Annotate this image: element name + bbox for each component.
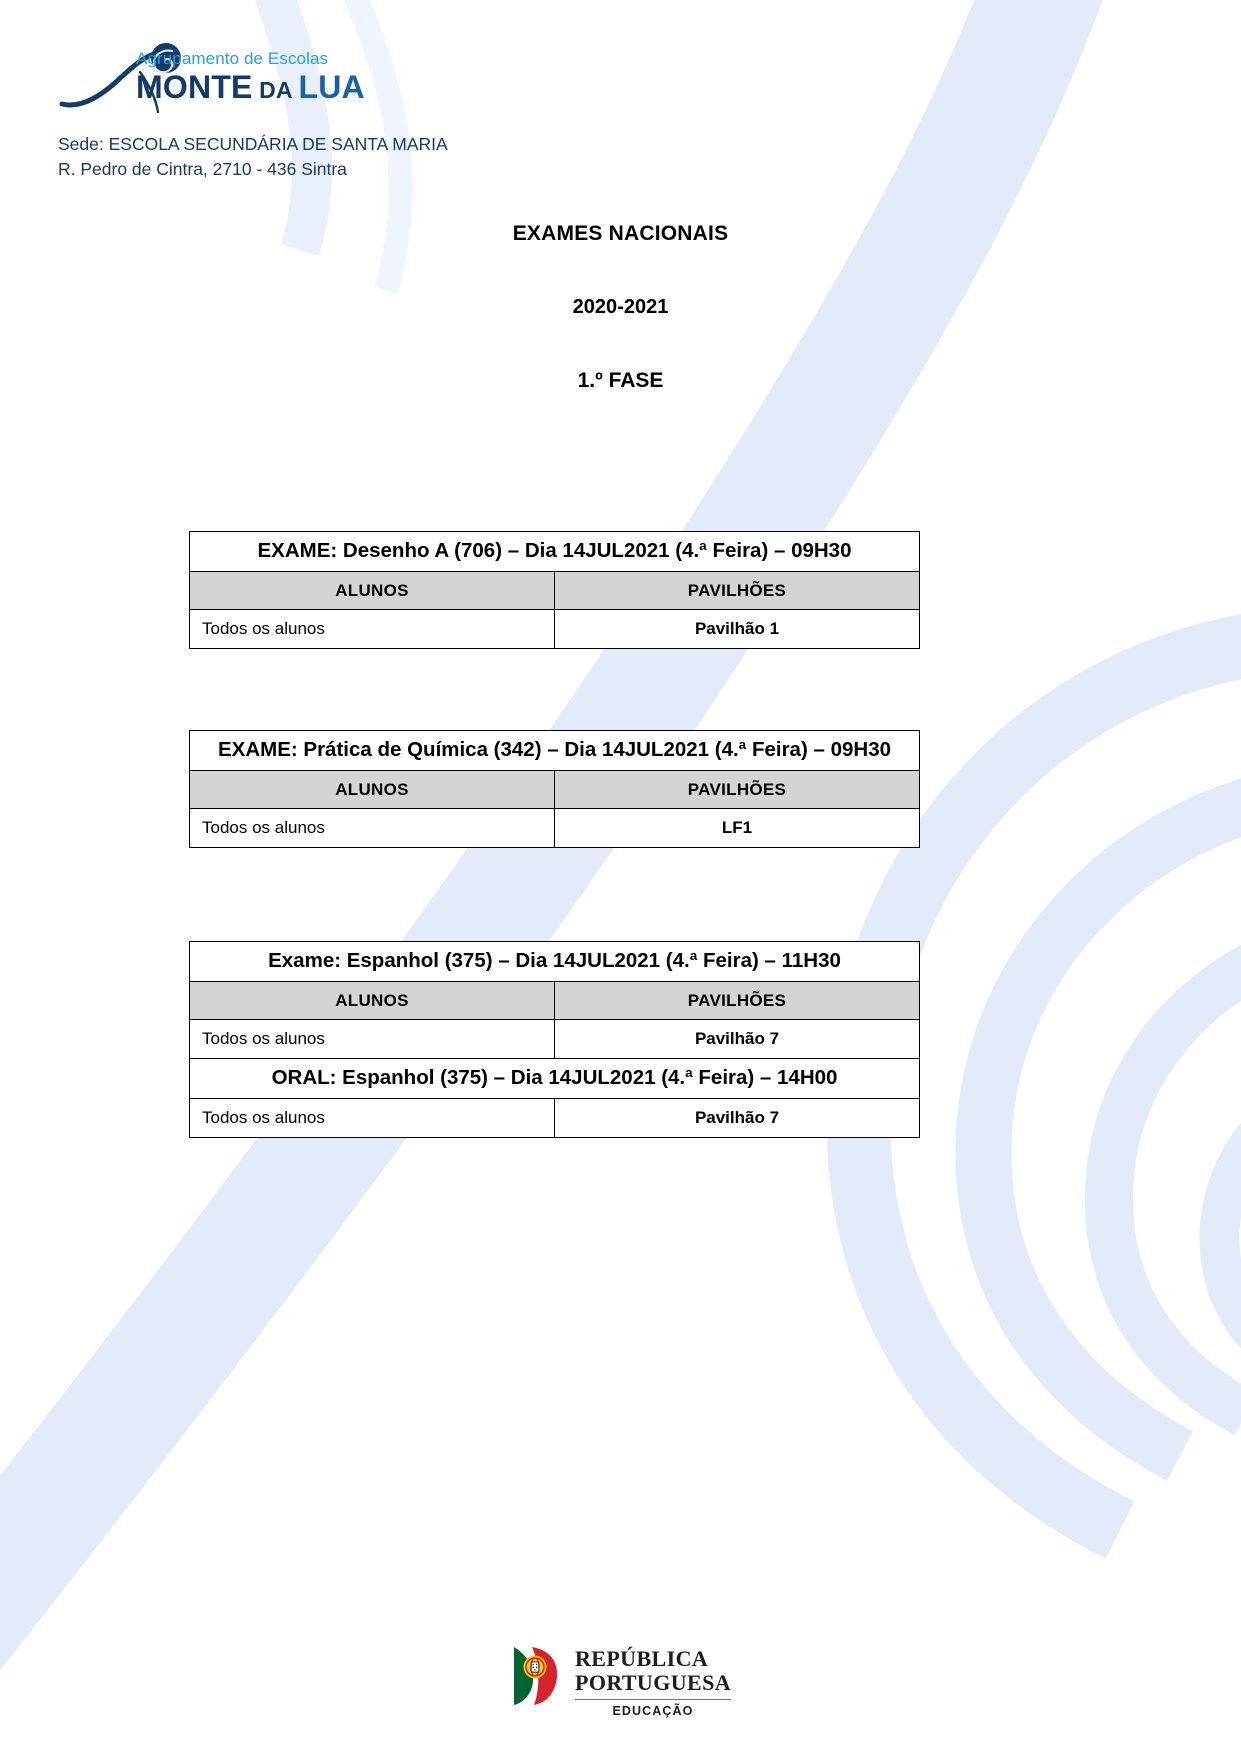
footer-line-educacao: EDUCAÇÃO [612, 1704, 694, 1719]
cell-pavilhao: Pavilhão 7 [555, 1099, 920, 1138]
exam-title: EXAME: Desenho A (706) – Dia 14JUL2021 (4.ª Feira) – 09H30 [190, 532, 920, 572]
table-row [190, 1099, 920, 1138]
address-line-1: Sede: ESCOLA SECUNDÁRIA DE SANTA MARIA [58, 134, 448, 154]
column-header-pavilhoes: PAVILHÕES [555, 572, 920, 610]
cell-alunos: Todos os alunos [190, 1099, 555, 1138]
document-footer [0, 1645, 1241, 1718]
cell-alunos: Todos os alunos [190, 809, 555, 848]
table-row [190, 1020, 920, 1059]
logo-wordmark [136, 50, 365, 103]
school-logo [58, 42, 388, 120]
column-header-alunos: ALUNOS [190, 771, 555, 809]
table-row [190, 610, 920, 649]
table-header-row [190, 771, 920, 809]
cell-alunos: Todos os alunos [190, 610, 555, 649]
table-header-row [190, 572, 920, 610]
exam-table-desenho-a [189, 531, 920, 649]
exam-title: Exame: Espanhol (375) – Dia 14JUL2021 (4.ª Feira) – 11H30 [190, 942, 920, 982]
cell-pavilhao: LF1 [555, 809, 920, 848]
table-title-row [190, 532, 920, 572]
footer-divider [575, 1699, 731, 1700]
footer-line-republica: REPÚBLICA [574, 1646, 709, 1671]
table-subtitle-row [190, 1059, 920, 1099]
cell-pavilhao: Pavilhão 1 [555, 610, 920, 649]
logo-line-agrupamento: Agrupamento de Escolas [136, 49, 329, 68]
column-header-alunos: ALUNOS [190, 982, 555, 1020]
exam-phase: 1.º FASE [577, 369, 664, 392]
exam-title: EXAME: Prática de Química (342) – Dia 14JUL2021 (4.ª Feira) – 09H30 [190, 731, 920, 771]
table-header-row [190, 982, 920, 1020]
oral-exam-title: ORAL: Espanhol (375) – Dia 14JUL2021 (4.ª Feira) – 14H00 [190, 1059, 920, 1099]
column-header-pavilhoes: PAVILHÕES [555, 982, 920, 1020]
school-year: 2020-2021 [572, 296, 669, 318]
exam-table-pratica-quimica [189, 730, 920, 848]
cell-pavilhao: Pavilhão 7 [555, 1020, 920, 1059]
logo-line-monte-da-lua [136, 71, 365, 103]
column-header-alunos: ALUNOS [190, 572, 555, 610]
logo-word-lua: LUA [298, 69, 365, 105]
address-line-2: R. Pedro de Cintra, 2710 - 436 Sintra [58, 158, 347, 179]
school-address [58, 132, 448, 182]
cell-alunos: Todos os alunos [190, 1020, 555, 1059]
exam-tables [189, 531, 920, 1138]
republica-portuguesa-logo [510, 1645, 731, 1718]
document-titles [0, 222, 1241, 393]
table-title-row [190, 942, 920, 982]
table-spacer [189, 848, 920, 941]
logo-word-da: DA [252, 77, 299, 103]
column-header-pavilhoes: PAVILHÕES [555, 771, 920, 809]
portuguese-flag-shield-icon [510, 1645, 564, 1707]
table-spacer [189, 649, 920, 730]
page-title: EXAMES NACIONAIS [512, 222, 729, 245]
logo-word-monte: MONTE [136, 69, 253, 105]
table-row [190, 809, 920, 848]
exam-table-espanhol [189, 941, 920, 1138]
republica-portuguesa-wordmark [575, 1645, 731, 1718]
footer-line-portuguesa: PORTUGUESA [574, 1669, 732, 1695]
table-title-row [190, 731, 920, 771]
document-header [58, 42, 448, 182]
